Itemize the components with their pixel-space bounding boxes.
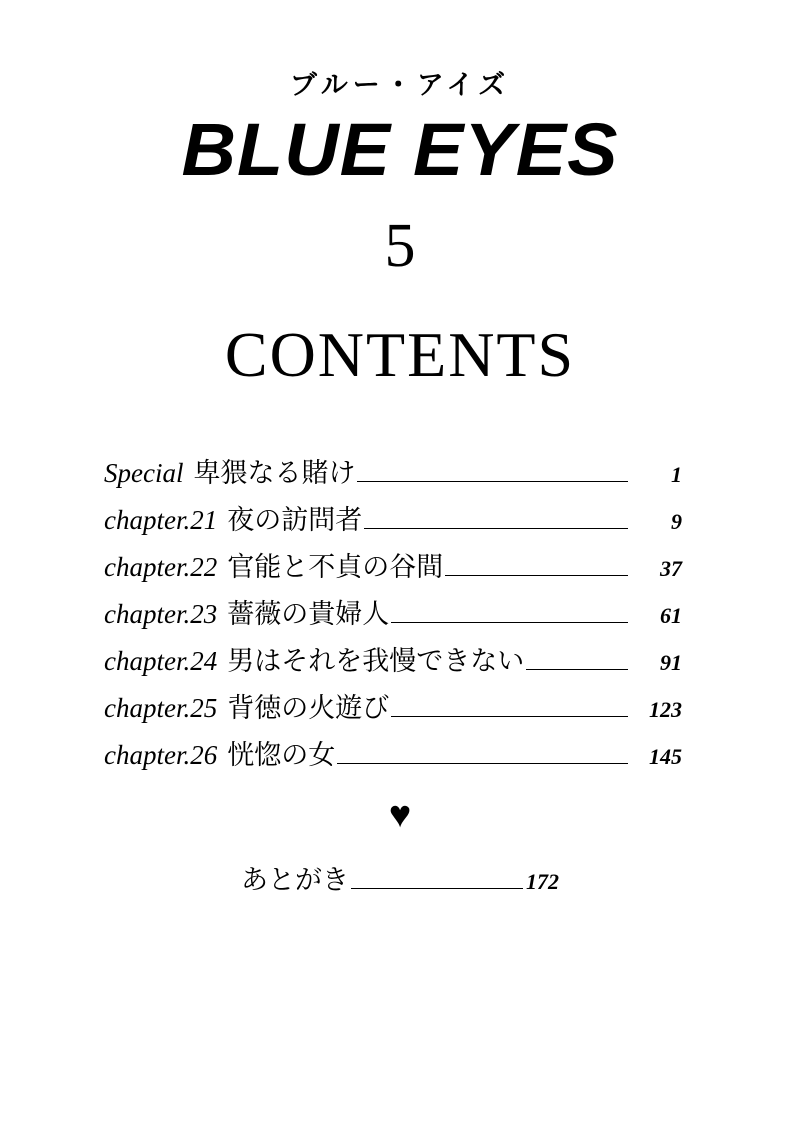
toc-entry-title: 背徳の火遊び bbox=[227, 693, 390, 724]
toc-entry[interactable] bbox=[104, 592, 682, 639]
toc-entry-label: chapter.26 bbox=[104, 740, 218, 770]
toc-leader bbox=[526, 669, 628, 670]
heart-icon: ♥ bbox=[388, 794, 412, 836]
page-title: BLUE EYES bbox=[181, 108, 619, 191]
toc-entry-title: 官能と不貞の谷間 bbox=[227, 552, 444, 583]
toc-entry-page: 61 bbox=[660, 603, 682, 628]
toc-entry-label: chapter.25 bbox=[104, 693, 218, 723]
volume-number: 5 bbox=[384, 212, 416, 280]
toc-entry[interactable] bbox=[104, 686, 682, 733]
toc-entry-label: Special bbox=[104, 458, 184, 488]
toc-entry-page: 123 bbox=[649, 697, 682, 722]
toc-entry-label: chapter.22 bbox=[104, 552, 218, 582]
toc-entry-page: 145 bbox=[649, 744, 682, 769]
toc-entry-title: 卑猥なる賭け bbox=[193, 458, 356, 489]
toc-entry[interactable] bbox=[104, 733, 682, 780]
table-of-contents bbox=[0, 451, 800, 780]
toc-entry[interactable] bbox=[104, 498, 682, 545]
toc-leader bbox=[357, 481, 628, 482]
toc-entry-page: 1 bbox=[671, 462, 682, 487]
toc-leader bbox=[391, 716, 628, 717]
toc-entry-page: 9 bbox=[671, 509, 682, 534]
toc-entry-label: chapter.23 bbox=[104, 599, 218, 629]
toc-entry-title: 恍惚の女 bbox=[227, 740, 336, 771]
toc-leader bbox=[364, 528, 628, 529]
afterword-leader bbox=[351, 888, 523, 889]
toc-entry[interactable] bbox=[104, 451, 682, 498]
toc-entry[interactable] bbox=[104, 545, 682, 592]
toc-entry-title: 夜の訪問者 bbox=[227, 505, 363, 536]
toc-entry-label: chapter.24 bbox=[104, 646, 218, 676]
afterword-page: 172 bbox=[526, 869, 559, 894]
toc-entry-label: chapter.21 bbox=[104, 505, 218, 535]
toc-leader bbox=[337, 763, 628, 764]
toc-entry-page: 37 bbox=[660, 556, 682, 581]
toc-entry-page: 91 bbox=[660, 650, 682, 675]
title-block bbox=[0, 0, 800, 390]
kana-title: ブルー・アイズ bbox=[289, 70, 511, 101]
toc-leader bbox=[445, 575, 628, 576]
contents-heading: CONTENTS bbox=[224, 319, 576, 390]
afterword-title: あとがき bbox=[241, 865, 349, 896]
toc-entry[interactable] bbox=[104, 639, 682, 686]
toc-entry-title: 薔薇の貴婦人 bbox=[227, 599, 390, 630]
toc-entry-title: 男はそれを我慢できない bbox=[227, 646, 525, 677]
afterword-entry[interactable] bbox=[0, 858, 800, 898]
toc-leader bbox=[391, 622, 628, 623]
